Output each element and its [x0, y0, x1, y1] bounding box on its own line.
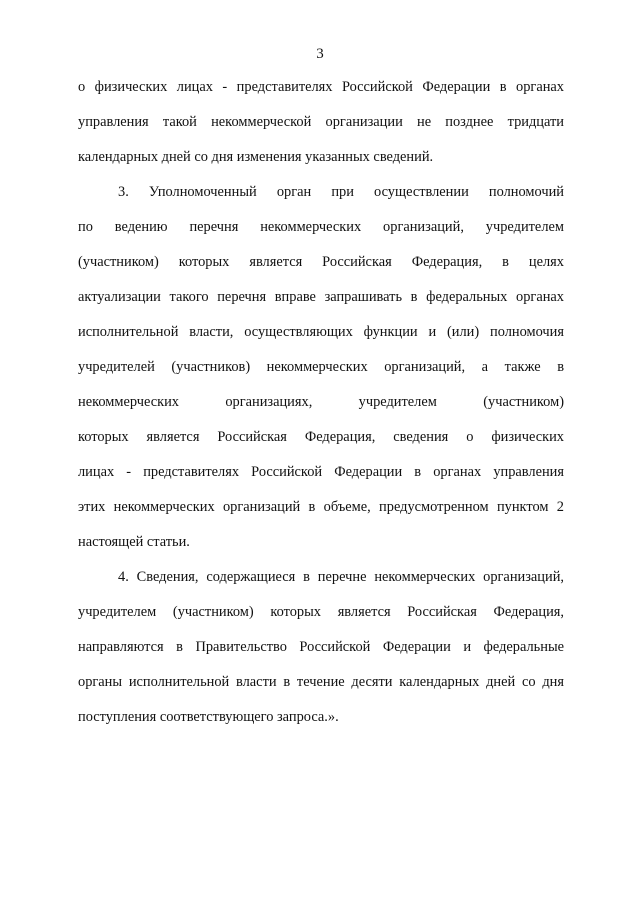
page-number: 3: [316, 46, 324, 62]
text-line: учредителем (участником) которых является Российская Федерация,: [78, 604, 564, 620]
text-line: направляются в Правительство Российской Федерации и федеральные: [78, 639, 564, 655]
text-line: календарных дней со дня изменения указанных сведений.: [78, 149, 434, 165]
text-line: о физических лицах - представителях Российской Федерации в органах: [78, 79, 564, 95]
text-line: учредителей (участников) некоммерческих организаций, а также в: [78, 359, 564, 375]
text-line: некоммерческих организациях, учредителем (участником): [78, 394, 564, 410]
text-line: этих некоммерческих организаций в объеме, предусмотренном пунктом 2: [78, 499, 564, 515]
text-line: поступления соответствующего запроса.».: [78, 709, 339, 725]
text-line: исполнительной власти, осуществляющих функции и (или) полномочия: [78, 324, 564, 340]
text-line: актуализации такого перечня вправе запрашивать в федеральных органах: [78, 289, 564, 305]
text-line: 4. Сведения, содержащиеся в перечне некоммерческих организаций,: [118, 569, 564, 585]
text-line: настоящей статьи.: [78, 534, 190, 550]
text-line: 3. Уполномоченный орган при осуществлении полномочий: [118, 184, 564, 200]
text-line: органы исполнительной власти в течение десяти календарных дней со дня: [78, 674, 564, 690]
text-line: по ведению перечня некоммерческих организаций, учредителем: [78, 219, 564, 235]
text-line: (участником) которых является Российская Федерация, в целях: [78, 254, 564, 270]
text-line: которых является Российская Федерация, сведения о физических: [78, 429, 564, 445]
text-line: лицах - представителях Российской Федерации в органах управления: [78, 464, 564, 480]
text-line: управления такой некоммерческой организации не позднее тридцати: [78, 114, 564, 130]
